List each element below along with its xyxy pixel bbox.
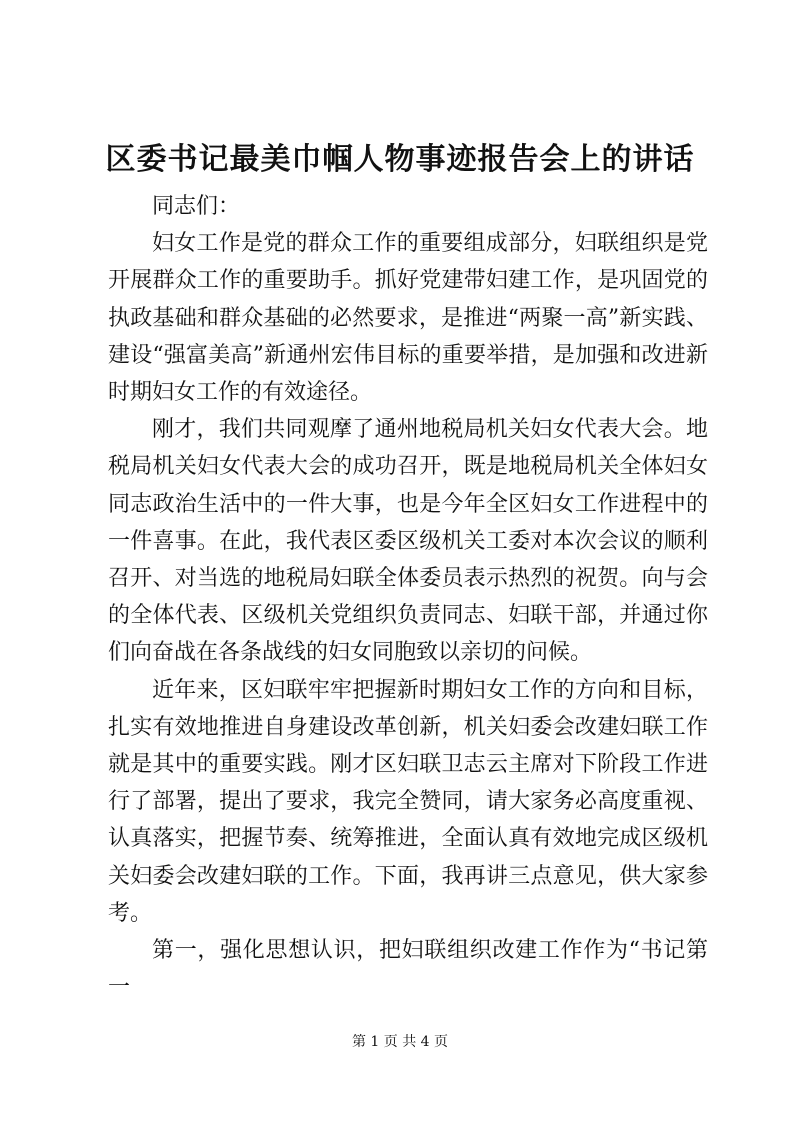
paragraph: 第一，强化思想认识，把妇联组织改建工作作为“书记第一: [108, 938, 708, 1001]
page-footer: 第 1 页 共 4 页: [351, 1034, 449, 1050]
document-title: 区委书记最美巾帼人物事迹报告会上的讲话: [105, 142, 695, 177]
paragraph: 刚才，我们共同观摩了通州地税局机关妇女代表大会。地税局机关妇女代表大会的成功召开，既是地税局机关全体妇女同志政治生活中的一件大事，也是今年全区妇女工作进程中的一件喜事。在此，我代表区委区级机关工委对本次会议的顺利召开、对当选的地税局妇联全体委员表示热烈的祝贺。向与会的全体代表、区级机关党组织负责同志、妇联干部，并通过你们向奋战在各条战线的妇女同胞致以亲切的问候。: [108, 417, 708, 666]
paragraph: 妇女工作是党的群众工作的重要组成部分，妇联组织是党开展群众工作的重要助手。抓好党建带妇建工作，是巩固党的执政基础和群众基础的必然要求，是推进“两聚一高”新实践、建设“强富美高”新通州宏伟目标的重要举措，是加强和改进新时期妇女工作的有效途径。: [108, 231, 708, 406]
paragraph: 近年来，区妇联牢牢把握新时期妇女工作的方向和目标，扎实有效地推进自身建设改革创新，机关妇委会改建妇联工作就是其中的重要实践。刚才区妇联卫志云主席对下阶段工作进行了部署，提出了要求，我完全赞同，请大家务必高度重视、认真落实，把握节奏、统筹推进，全面认真有效地完成区级机关妇委会改建妇联的工作。下面，我再讲三点意见，供大家参考。: [108, 677, 708, 926]
paragraph-salutation: 同志们：: [152, 194, 241, 219]
document-body: [108, 188, 708, 1006]
